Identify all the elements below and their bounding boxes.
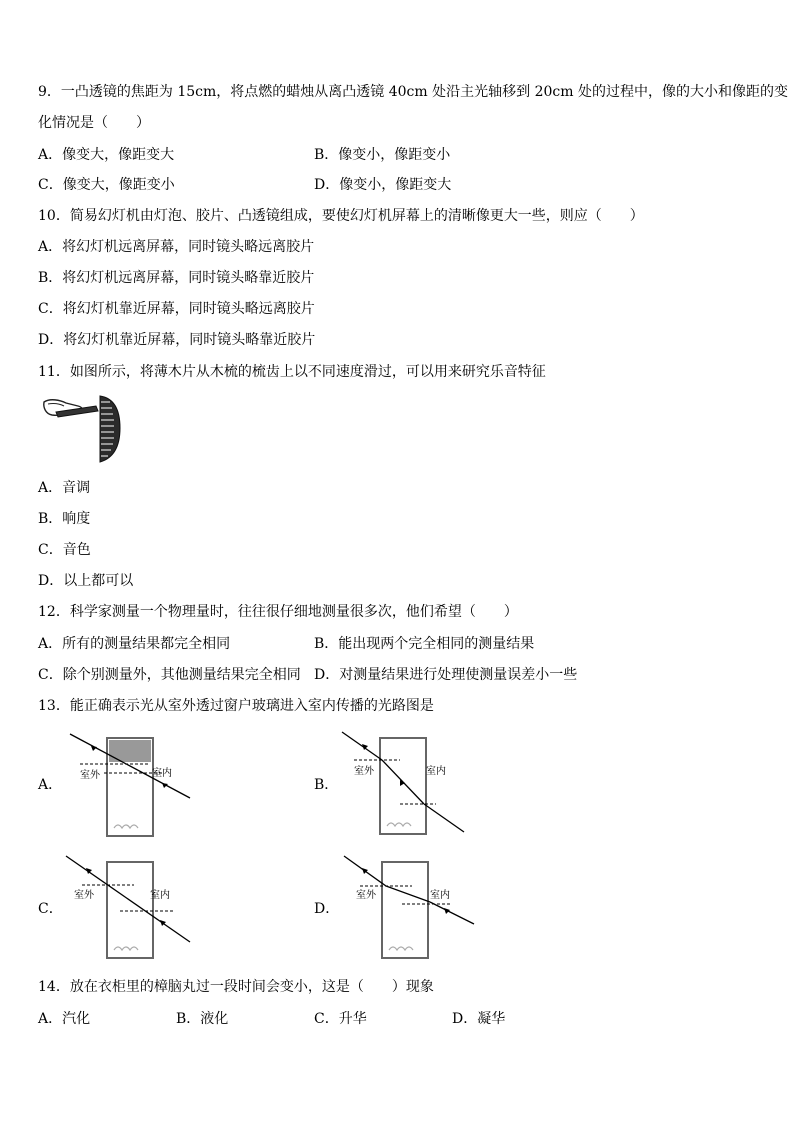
q9-option-d: D．像变小，像距变大 [314,177,452,193]
q13-stem: 13．能正确表示光从室外透过窗户玻璃进入室内传播的光路图是 [38,698,434,714]
q14-option-b: B．液化 [176,1011,229,1027]
q10-option-a: A．将幻灯机远离屏幕，同时镜头略远离胶片 [38,239,315,255]
q13-option-a: A． [38,777,63,793]
q12-stem: 12．科学家测量一个物理量时，往往很仔细地测量很多次，他们希望（ ） [38,604,518,620]
q13-diagram-d [340,854,480,962]
q13-option-c: C． [38,901,63,917]
q14-option-d: D．凝华 [452,1011,506,1027]
q12-option-b: B．能出现两个完全相同的测量结果 [314,636,535,652]
q14-option-a: A．汽化 [38,1011,91,1027]
q9-stem-line2: 化情况是（ ） [38,115,150,131]
q12-option-a: A．所有的测量结果都完全相同 [38,636,231,652]
q9-option-b: B．像变小，像距变小 [314,147,451,163]
q10-option-d: D．将幻灯机靠近屏幕，同时镜头略靠近胶片 [38,332,316,348]
q13-diagram-b [340,730,470,838]
q13-d-indoor-label: 室内 [430,890,450,901]
q14-stem: 14．放在衣柜里的樟脑丸过一段时间会变小，这是（ ）现象 [38,979,434,995]
comb [100,396,120,462]
q11-option-a: A．音调 [38,480,91,496]
q10-option-b: B．将幻灯机远离屏幕，同时镜头略靠近胶片 [38,270,315,286]
q13-option-d: D． [314,901,340,917]
q11-option-d: D．以上都可以 [38,573,134,589]
q13-d-outdoor-label: 室外 [356,890,376,901]
q10-stem: 10．简易幻灯机由灯泡、胶片、凸透镜组成，要使幻灯机屏幕上的清晰像更大一些，则应（ ） [38,208,644,224]
q9-option-a: A．像变大，像距变大 [38,147,175,163]
q13-b-indoor-label: 室内 [426,766,446,777]
q13-b-outdoor-label: 室外 [354,766,374,777]
q12-option-d: D．对测量结果进行处理使测量误差小一些 [314,667,578,683]
q13-a-outdoor-label: 室外 [80,770,100,781]
q13-diagram-c [64,854,194,962]
q14-option-c: C．升华 [314,1011,367,1027]
q11-option-b: B．响度 [38,511,91,527]
q13-c-outdoor-label: 室外 [74,890,94,901]
q13-c-indoor-label: 室内 [150,890,170,901]
comb-figure [40,394,124,466]
q11-stem: 11．如图所示，将薄木片从木梳的梳齿上以不同速度滑过，可以用来研究乐音特征 [38,364,546,380]
q11-option-c: C．音色 [38,542,91,558]
q10-option-c: C．将幻灯机靠近屏幕，同时镜头略远离胶片 [38,301,315,317]
q9-stem-line1: 9．一凸透镜的焦距为 15cm，将点燃的蜡烛从离凸透镜 40cm 处沿主光轴移到 20cm 处的过程中，像的大小和像距的变 [38,84,788,100]
q13-option-b: B． [314,777,339,793]
q12-option-c: C．除个别测量外，其他测量结果完全相同 [38,667,301,683]
q9-option-c: C．像变大，像距变小 [38,177,175,193]
q13-a-indoor-label: 室内 [152,768,172,779]
q13-diagram-a [64,730,194,838]
